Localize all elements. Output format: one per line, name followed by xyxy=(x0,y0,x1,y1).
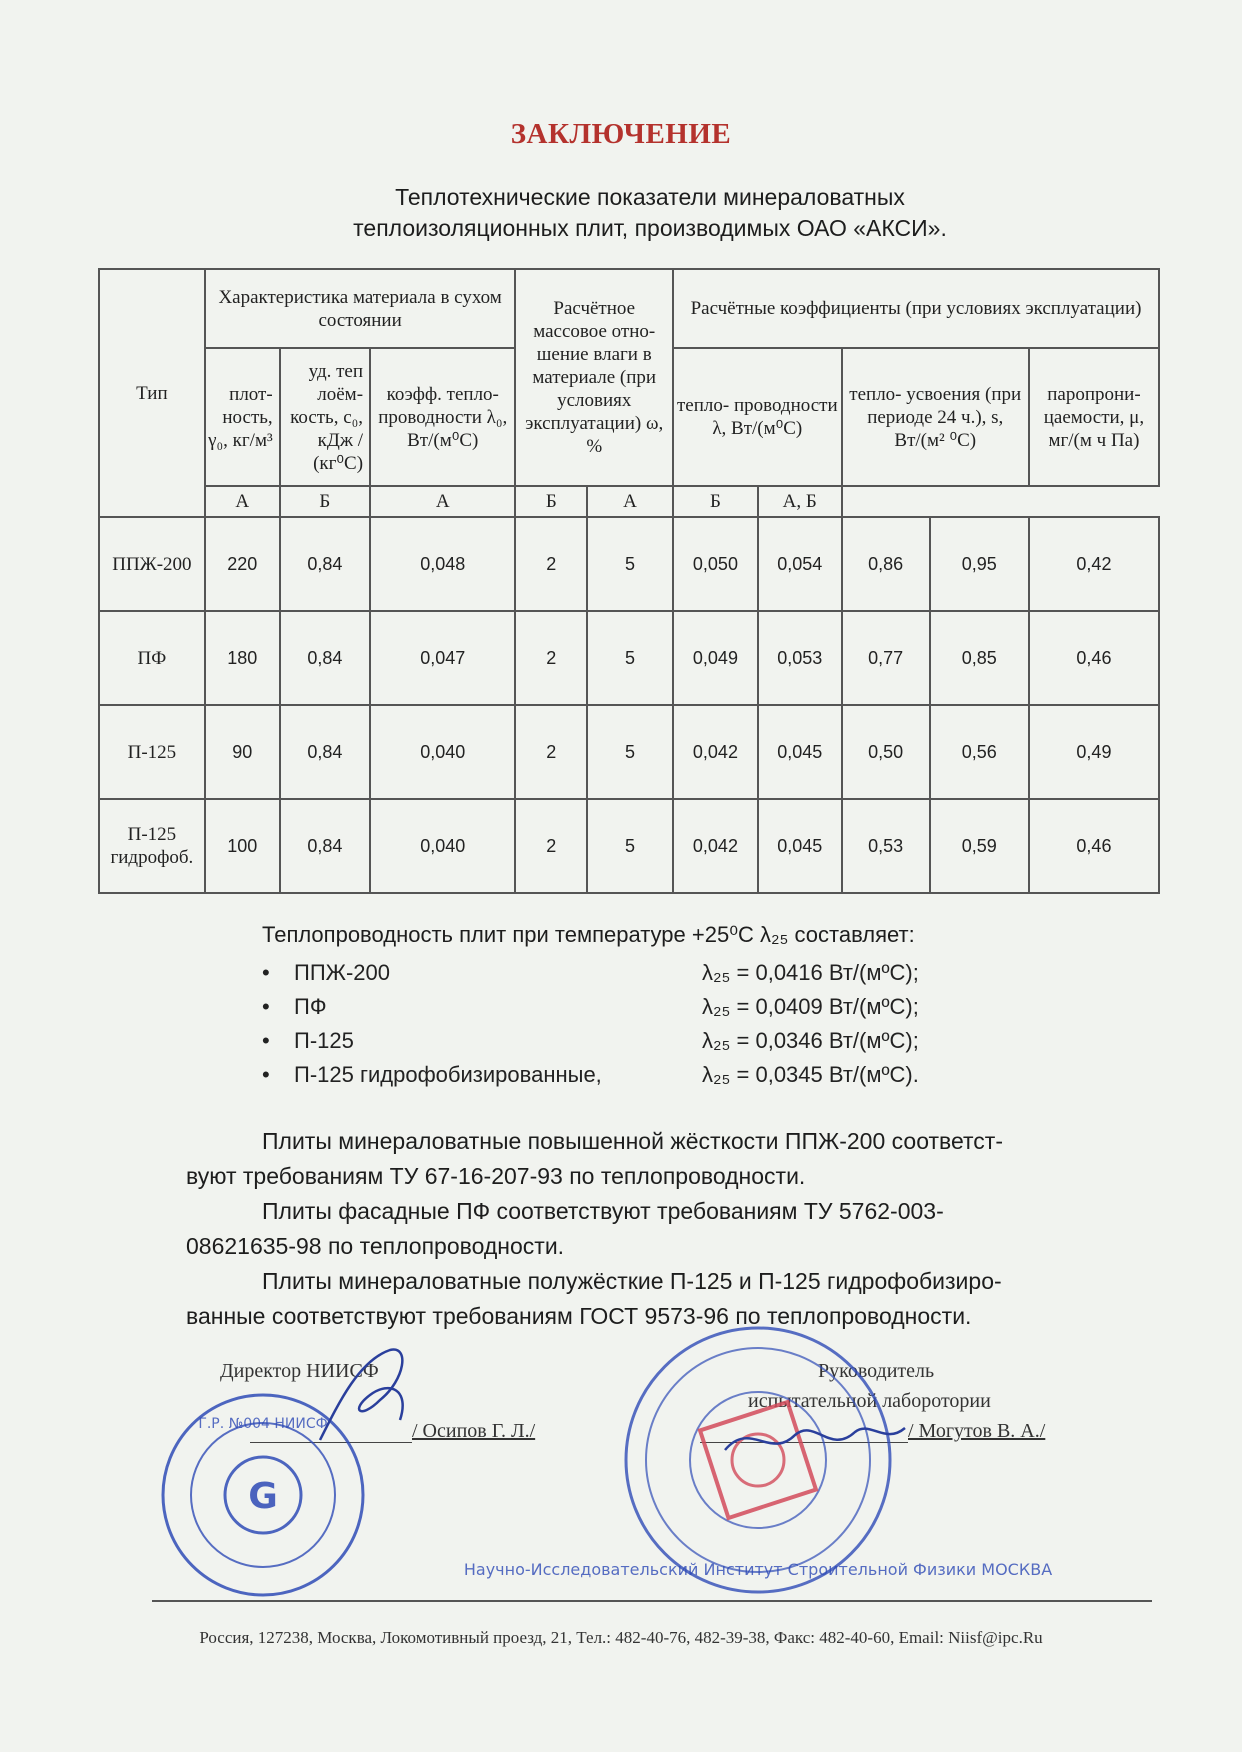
bullet-icon: • xyxy=(262,994,270,1019)
table-row xyxy=(99,611,1159,705)
conclusion-paragraph-1 xyxy=(186,1124,1136,1194)
material-name: ППЖ-200 xyxy=(294,960,390,985)
list-item xyxy=(262,1024,1062,1058)
subtitle-line-1: Теплотехнические показатели минераловатных xyxy=(395,184,905,210)
cell-conductivity-b: 0,053 xyxy=(758,611,842,705)
header-vapor-permeability: паропрони- цаемости, μ, мг/(м ч Па) xyxy=(1029,348,1159,486)
cell-moisture-b: 5 xyxy=(587,799,673,893)
material-name: П-125 гидрофобизированные, xyxy=(294,1062,602,1087)
list-item xyxy=(262,990,1062,1024)
cell-density: 100 xyxy=(205,799,280,893)
cell-absorption-a: 0,86 xyxy=(842,517,930,611)
conclusion-1-line-2: вуют требованиям ТУ 67-16-207-93 по теплопроводности. xyxy=(186,1163,806,1189)
header-coefficients: Расчётные коэффициенты (при условиях эксплуатации) xyxy=(673,269,1159,348)
bullet-icon: • xyxy=(262,960,270,985)
footer-address: Россия, 127238, Москва, Локомотивный проезд, 21, Тел.: 482-40-76, 482-39-38, Факс: 482-40-60, Email: Niisf@ipc.Ru xyxy=(199,1628,1043,1647)
director-handwritten-signature xyxy=(300,1340,440,1460)
cell-vapor: 0,49 xyxy=(1029,705,1159,799)
table-row xyxy=(99,517,1159,611)
cell-type: ППЖ-200 xyxy=(99,517,205,611)
cell-conductivity-a: 0,042 xyxy=(673,799,758,893)
properties-table xyxy=(98,268,1160,894)
cell-density: 180 xyxy=(205,611,280,705)
cell-vapor: 0,46 xyxy=(1029,611,1159,705)
cell-absorption-b: 0,95 xyxy=(930,517,1029,611)
material-value: λ₂₅ = 0,0345 Вт/(мºС). xyxy=(702,1062,919,1087)
header-conductivity-dry: коэфф. тепло- проводности λ₀, Вт/(м⁰С) xyxy=(370,348,515,486)
cell-heat-capacity: 0,84 xyxy=(280,611,370,705)
cell-absorption-b: 0,85 xyxy=(930,611,1029,705)
table-row xyxy=(99,705,1159,799)
header-density: плот- ность, γ₀, кг/м³ xyxy=(205,348,280,486)
cell-heat-capacity: 0,84 xyxy=(280,799,370,893)
cell-conductivity-dry: 0,047 xyxy=(370,611,515,705)
conclusion-2-line-2: 08621635-98 по теплопроводности. xyxy=(186,1233,565,1259)
conductivity-intro: Теплопроводность плит при температуре +25⁰С λ₂₅ составляет: xyxy=(262,922,915,947)
material-value: λ₂₅ = 0,0346 Вт/(мºС); xyxy=(702,1028,919,1053)
list-item xyxy=(262,956,1062,990)
cell-type: ПФ xyxy=(99,611,205,705)
subheader-a: А xyxy=(205,486,280,517)
conclusion-3-line-1: Плиты минераловатные полужёсткие П-125 и П-125 гидрофобизиро- xyxy=(262,1268,1002,1294)
cell-absorption-b: 0,59 xyxy=(930,799,1029,893)
cell-moisture-b: 5 xyxy=(587,705,673,799)
table-row xyxy=(99,799,1159,893)
svg-text:Г.Р. №004 НИИСФ: Г.Р. №004 НИИСФ xyxy=(198,1416,328,1432)
svg-text:Научно-Исследовательский Инсти: Научно-Исследовательский Институт Строительной Физики МОСКВА xyxy=(463,1560,1053,1579)
cell-moisture-b: 5 xyxy=(587,517,673,611)
conclusion-3-line-2: ванные соответствуют требованиям ГОСТ 9573-96 по теплопроводности. xyxy=(186,1303,972,1329)
header-conductivity: тепло- проводности λ, Вт/(м⁰С) xyxy=(673,348,842,486)
material-name: П-125 xyxy=(294,1028,354,1053)
material-name: ПФ xyxy=(294,994,327,1019)
cell-vapor: 0,42 xyxy=(1029,517,1159,611)
material-value: λ₂₅ = 0,0409 Вт/(мºС); xyxy=(702,994,919,1019)
cell-conductivity-b: 0,045 xyxy=(758,799,842,893)
document-subtitle xyxy=(240,182,1060,244)
footer-divider xyxy=(152,1600,1152,1602)
cell-absorption-a: 0,53 xyxy=(842,799,930,893)
cell-type: П-125 гидрофоб. xyxy=(99,799,205,893)
cell-moisture-a: 2 xyxy=(515,517,587,611)
bullet-icon: • xyxy=(262,1062,270,1087)
lab-head-title-2: испытательной лаборотории xyxy=(748,1390,991,1412)
document-title: ЗАКЛЮЧЕНИЕ xyxy=(510,118,732,150)
cell-density: 220 xyxy=(205,517,280,611)
subheader-a: А xyxy=(370,486,515,517)
cell-type: П-125 xyxy=(99,705,205,799)
cell-absorption-b: 0,56 xyxy=(930,705,1029,799)
cell-conductivity-dry: 0,040 xyxy=(370,705,515,799)
cell-moisture-b: 5 xyxy=(587,611,673,705)
cell-conductivity-b: 0,045 xyxy=(758,705,842,799)
list-item xyxy=(262,1058,1062,1092)
conclusion-1-line-1: Плиты минераловатные повышенной жёсткости ППЖ-200 соответст- xyxy=(262,1128,1003,1154)
director-title: Директор НИИСФ xyxy=(220,1360,379,1382)
cell-conductivity-a: 0,050 xyxy=(673,517,758,611)
cell-heat-capacity: 0,84 xyxy=(280,517,370,611)
cell-conductivity-a: 0,049 xyxy=(673,611,758,705)
director-name: / Осипов Г. Л./ xyxy=(412,1420,536,1442)
cell-heat-capacity: 0,84 xyxy=(280,705,370,799)
conclusion-paragraph-2 xyxy=(186,1194,1136,1264)
conclusion-2-line-1: Плиты фасадные ПФ соответствуют требованиям ТУ 5762-003- xyxy=(262,1198,944,1224)
cell-conductivity-dry: 0,040 xyxy=(370,799,515,893)
subheader-a: А xyxy=(587,486,673,517)
conductivity-list xyxy=(262,956,1062,1092)
cell-absorption-a: 0,50 xyxy=(842,705,930,799)
cell-moisture-a: 2 xyxy=(515,799,587,893)
lab-head-title-1: Руководитель xyxy=(818,1360,935,1382)
cell-conductivity-dry: 0,048 xyxy=(370,517,515,611)
svg-text:G: G xyxy=(248,1476,278,1517)
lab-head-name: / Могутов В. А./ xyxy=(908,1420,1046,1442)
header-dry-state: Характеристика материала в сухом состоянии xyxy=(205,269,516,348)
header-type: Тип xyxy=(99,269,205,517)
lab-head-handwritten-signature xyxy=(720,1410,910,1470)
header-moisture: Расчётное массовое отно- шение влаги в материале (при условиях эксплуатации) ω, % xyxy=(515,269,673,486)
cell-vapor: 0,46 xyxy=(1029,799,1159,893)
subheader-b: Б xyxy=(673,486,758,517)
header-heat-capacity: уд. теп лоём- кость, c₀, кДж / (кг⁰С) xyxy=(280,348,370,486)
cell-absorption-a: 0,77 xyxy=(842,611,930,705)
header-heat-absorption: тепло- усвоения (при периоде 24 ч.), s, Вт/(м² ⁰С) xyxy=(842,348,1029,486)
bullet-icon: • xyxy=(262,1028,270,1053)
material-value: λ₂₅ = 0,0416 Вт/(мºС); xyxy=(702,960,919,985)
cell-moisture-a: 2 xyxy=(515,705,587,799)
subtitle-line-2: теплоизоляционных плит, производимых ОАО «АКСИ». xyxy=(353,215,947,241)
subheader-b: Б xyxy=(515,486,587,517)
cell-density: 90 xyxy=(205,705,280,799)
subheader-b: Б xyxy=(280,486,370,517)
cell-conductivity-a: 0,042 xyxy=(673,705,758,799)
cell-conductivity-b: 0,054 xyxy=(758,517,842,611)
subheader-ab: А, Б xyxy=(758,486,842,517)
cell-moisture-a: 2 xyxy=(515,611,587,705)
